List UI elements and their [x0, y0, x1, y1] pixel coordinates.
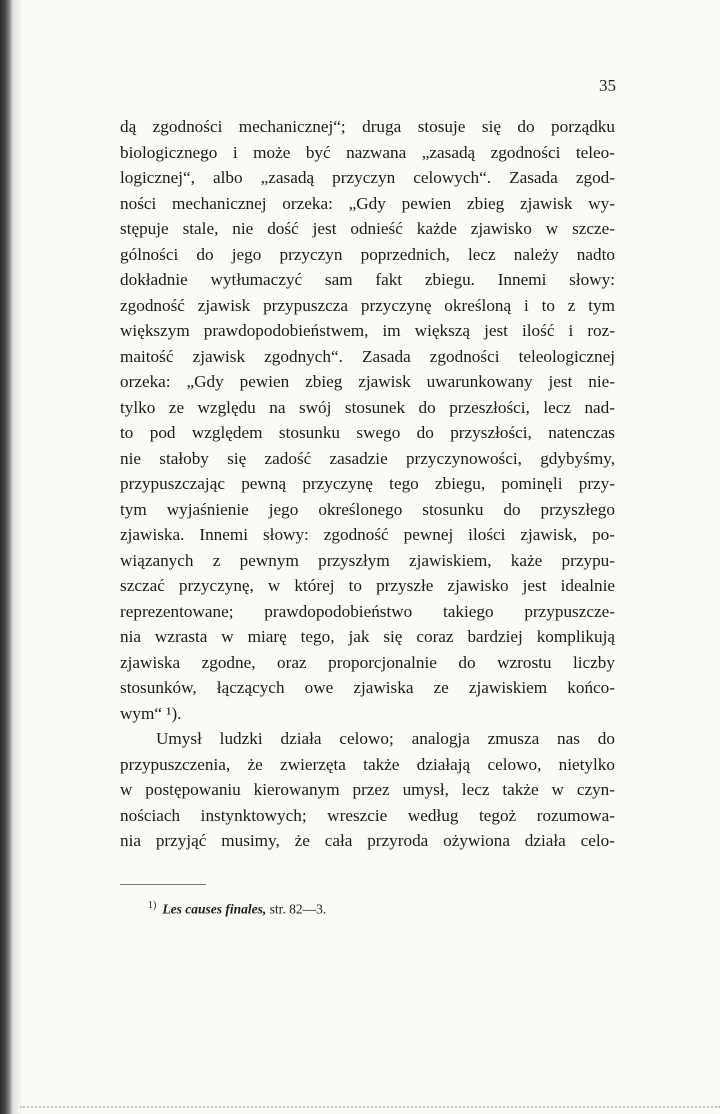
- text-line: gólności do jego przyczyn poprzednich, lecz należy nadto: [120, 244, 615, 264]
- book-binding-edge: [0, 0, 13, 1114]
- text-line: w postępowaniu kierowanym przez umysł, lecz także w czyn-: [120, 780, 615, 799]
- page-number: 35: [599, 76, 616, 95]
- text-line: to pod względem stosunku swego do przyszłości, natenczas: [120, 423, 615, 442]
- text-line: stosunków, łączących owe zjawiska ze zjawiskiem końco-: [120, 678, 615, 697]
- text-line-paragraph-start: Umysł ludzki działa celowo; analogja zmusza nas do: [156, 729, 615, 748]
- footnote: [148, 897, 326, 919]
- text-line: dą zgodności mechanicznej“; druga stosuje się do porządku: [120, 117, 615, 136]
- text-line: orzeka: „Gdy pewien zbieg zjawisk uwarunkowany jest nie-: [120, 372, 615, 391]
- text-line: większym prawdopodobieństwem, im większą jest ilość i roz-: [120, 321, 615, 340]
- text-line: przypuszczając pewną przyczynę tego zbiegu, pominęli przy-: [120, 474, 615, 493]
- text-line: nościach instynktowych; wreszcie według tegoż rozumowa-: [120, 805, 615, 825]
- text-line: szczać przyczynę, w której to przyszłe zjawisko jest idealnie: [120, 576, 615, 595]
- text-line: nia wzrasta w miarę tego, jak się coraz bardziej komplikują: [120, 627, 615, 646]
- text-line: wym“ ¹).: [120, 703, 182, 723]
- scan-edge-noise: [20, 1102, 720, 1108]
- text-line: maitość zjawisk zgodnych“. Zasada zgodności teleologicznej: [120, 346, 615, 366]
- footnote-title: Les causes finales,: [162, 901, 267, 917]
- text-line: tylko ze względu na swój stosunek do przeszłości, lecz nad-: [120, 397, 615, 417]
- text-line: zgodność zjawisk przypuszcza przyczynę określoną i to z tym: [120, 295, 615, 315]
- text-line: wiązanych z pewnym przyszłym zjawiskiem, każe przypu-: [120, 550, 615, 570]
- text-line: biologicznego i może być nazwana „zasadą zgodności teleo-: [120, 142, 615, 162]
- text-line: zjawiska zgodne, oraz proporcjonalnie do wzrostu liczby: [120, 652, 615, 672]
- footnote-mark: 1): [148, 900, 157, 911]
- footnote-divider: [120, 884, 206, 885]
- text-line: nia przyjąć musimy, że cała przyroda ożywiona działa celo-: [120, 831, 615, 850]
- body-text: [120, 114, 615, 854]
- text-line: tym wyjaśnienie jego określonego stosunku do przyszłego: [120, 499, 615, 519]
- text-line: ności mechanicznej orzeka: „Gdy pewien zbieg zjawisk wy-: [120, 193, 615, 213]
- footnote-text: str. 82—3.: [269, 901, 327, 917]
- binding-shadow: [13, 0, 23, 1114]
- text-line: przypuszczenia, że zwierzęta także działają celowo, nietylko: [120, 754, 615, 774]
- text-line: stępuje stale, nie dość jest odnieść każde zjawisko w szcze-: [120, 219, 615, 238]
- text-line: reprezentowane; prawdopodobieństwo takiego przypuszcze-: [120, 601, 615, 621]
- text-line: logicznej“, albo „zasadą przyczyn celowych“. Zasada zgod-: [120, 168, 615, 187]
- text-line: zjawiska. Innemi słowy: zgodność pewnej ilości zjawisk, po-: [120, 525, 615, 544]
- text-line: nie stałoby się zadość zasadzie przyczynowości, gdybyśmy,: [120, 448, 615, 468]
- text-line: dokładnie wytłumaczyć sam fakt zbiegu. Innemi słowy:: [120, 270, 615, 289]
